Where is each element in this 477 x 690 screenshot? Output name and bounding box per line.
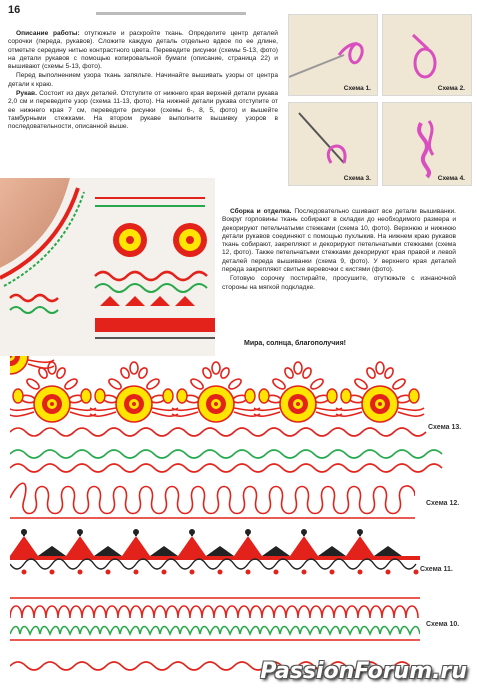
step-photo-2 xyxy=(382,14,472,96)
intro-text xyxy=(8,30,278,133)
wave-border-drawing xyxy=(10,446,450,476)
site-watermark: PassionForum.ru xyxy=(260,659,467,684)
scheme-13-drawing xyxy=(10,356,430,444)
wave-border-pattern xyxy=(10,446,450,476)
assembly-label: Сборка и отделка. xyxy=(230,208,292,215)
scheme-12-pattern xyxy=(10,478,415,522)
assembly-text xyxy=(222,208,456,293)
scheme-12-drawing xyxy=(10,478,415,522)
intro-paragraph-2: Перед выполнением узора ткань запяльте. Начинайте вышивать узоры от центра детали к краю. xyxy=(8,72,278,88)
intro-paragraph-1: отутюжьте и раскройте ткань. Определите центр деталей сорочки (переда, рукавов). Сложите каждую деталь отдельно вдвое по ее длине, отметьте середину нитью контрастного цвета. Переведите рисунки (схемы 5-13, фото) на детали рукавов с помощью копировальной бумаги (описание, страница 22) и вышивают (схемы 5-13, фото). xyxy=(8,30,278,71)
scheme-11-pattern xyxy=(10,528,420,578)
step-caption-4: Схема 4. xyxy=(437,175,465,182)
needle-thread-illustration-3 xyxy=(289,103,377,185)
scheme-10-label: Схема 10. xyxy=(426,621,460,628)
blouse-illustration xyxy=(0,178,215,356)
scheme-10-drawing xyxy=(10,594,420,650)
scheme-13-label: Схема 13. xyxy=(428,424,462,431)
sleeve-paragraph: Состоит из двух деталей. Отступите от нижнего края верхней детали рукава 2,0 см и переведите узор (схема 11-13, фото). На нижней детали рукава отступите от ее нижнего края 7 см, переведите рисунки (схемы 6-, 8, 5, фото) и вышейте тамбурными стежками. На втором рукаве выполните вышивку узоров в последовательности, описанной выше. xyxy=(8,90,278,131)
needle-thread-illustration-2 xyxy=(383,15,471,95)
assembly-paragraph-2: Готовую сорочку постирайте, просушите, отутюжьте с изнаночной стороны на мягкой подкладке. xyxy=(222,275,456,291)
needle-thread-illustration-4 xyxy=(383,103,471,185)
intro-label: Описание работы: xyxy=(16,30,80,37)
sleeve-label: Рукав. xyxy=(16,90,37,98)
header-rule xyxy=(96,12,246,15)
step-caption-2: Схема 2. xyxy=(437,85,465,92)
scheme-13-pattern xyxy=(10,356,430,444)
embroidered-blouse-photo xyxy=(0,178,215,356)
scheme-10-pattern xyxy=(10,594,420,650)
step-photo-3 xyxy=(288,102,378,186)
step-photo-4 xyxy=(382,102,472,186)
step-photo-1 xyxy=(288,14,378,96)
step-caption-1: Схема 1. xyxy=(343,85,371,92)
scheme-12-label: Схема 12. xyxy=(426,500,460,507)
needle-thread-illustration-1 xyxy=(289,15,377,95)
assembly-paragraph: Последовательно сшивают все детали вышиванки. Вокруг горловины ткань собирают в складки до необходимого размера и декорируют петельчатыми стежками (схема 10, фото). Верхнюю и нижнюю детали рукавов соединяют с помощью пухлыкив. На нижнем краю рукавов ткань собирают, закрепляют и декорируют петельчатыми стежками (схема 12, фото). Также петельчатыми стежками декорируют края правой и левой деталей переда вышиванки (схема 9, фото). У верхнего края деталей переда закрепляют свитые веревочки с кистями (фото). xyxy=(222,208,456,274)
scheme-11-label: Схема 11. xyxy=(420,566,453,573)
step-caption-3: Схема 3. xyxy=(343,175,371,182)
scheme-11-drawing xyxy=(10,528,420,578)
page-number: 16 xyxy=(8,4,21,16)
motto: Мира, солнца, благополучия! xyxy=(244,340,346,347)
